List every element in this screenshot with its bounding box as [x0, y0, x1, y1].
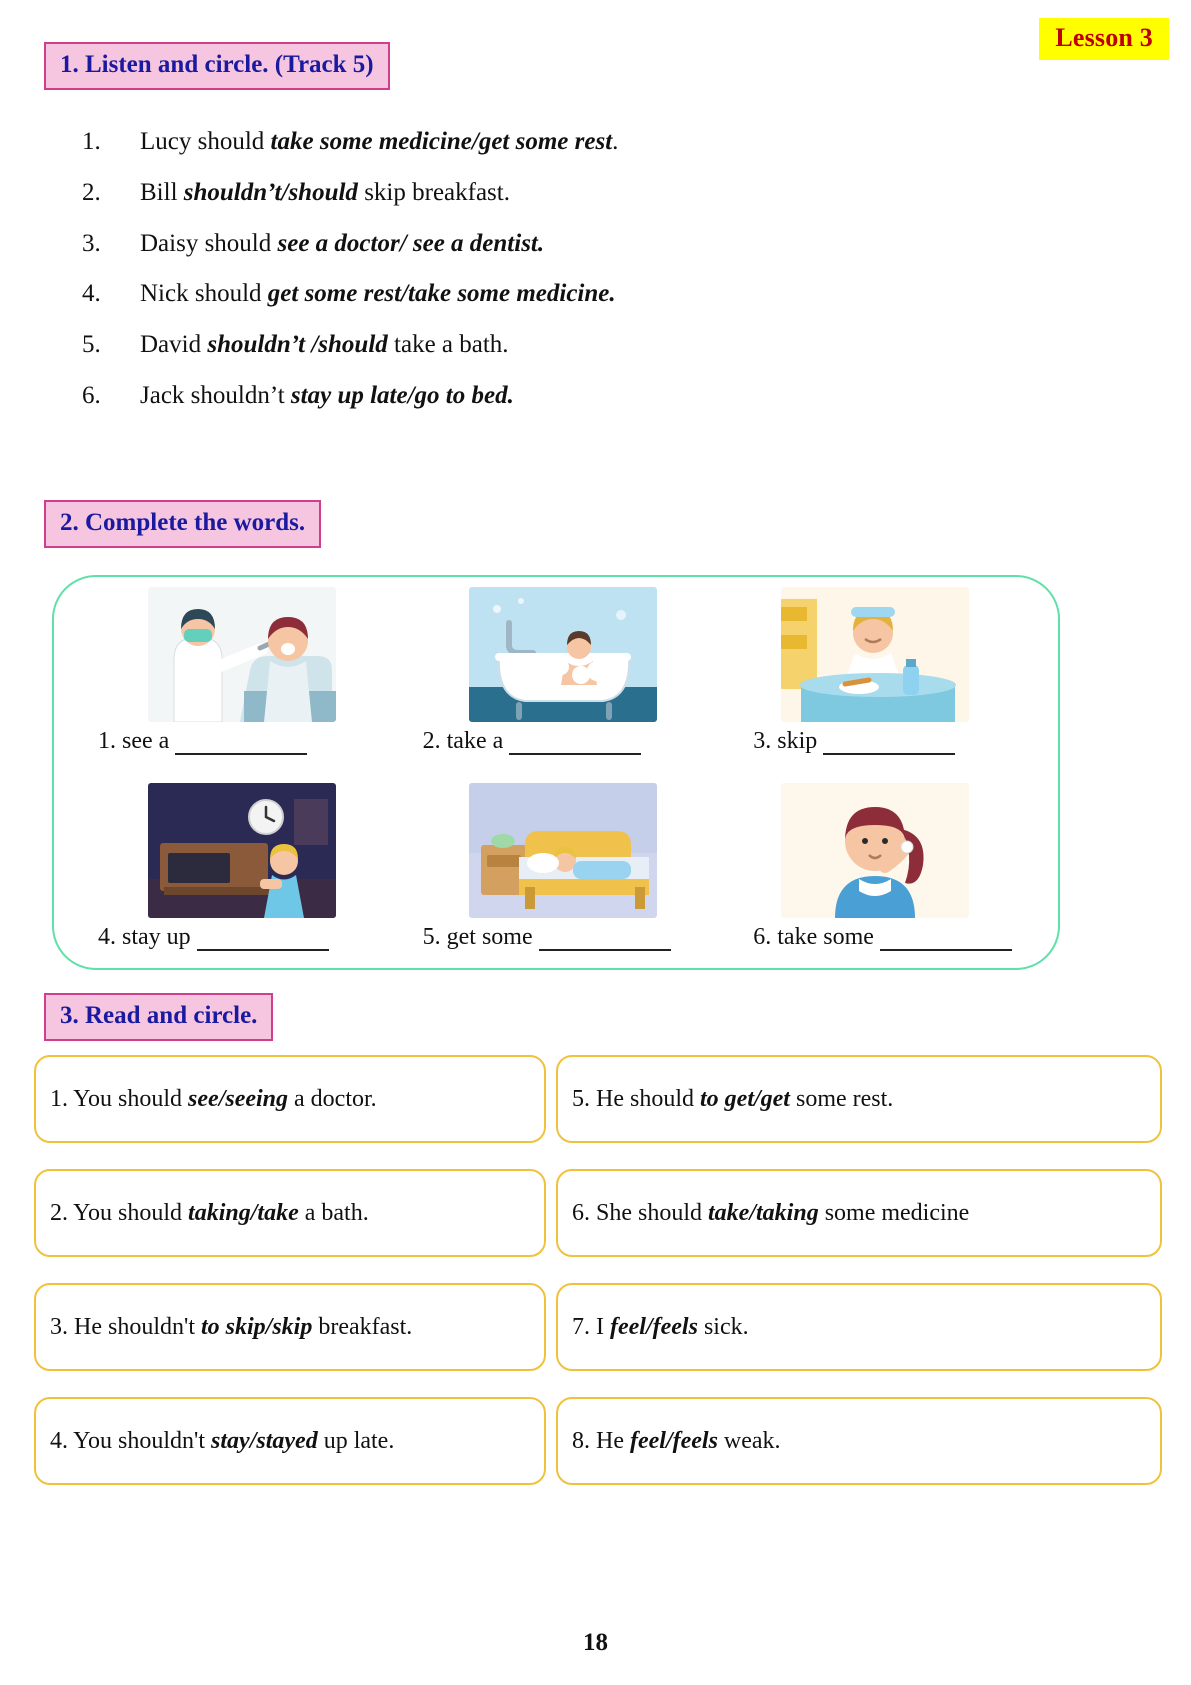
item-text-pre: 7. I [572, 1313, 610, 1340]
item-text-post: take a bath. [387, 331, 509, 358]
exercise-3-item[interactable] [34, 1283, 546, 1371]
item-text-post: skip breakfast. [357, 178, 510, 206]
item-text-post: some medicine [818, 1199, 970, 1226]
item-choice: feel/feels [629, 1427, 718, 1454]
item-choice: stay/stayed [211, 1427, 318, 1454]
exercise-2-item [72, 587, 395, 783]
item-text-post: a doctor. [288, 1085, 377, 1112]
list-item [82, 230, 1022, 259]
item-text [140, 331, 1022, 360]
item-text-pre: Jack shouldn’t [140, 381, 291, 409]
exercise-3-item[interactable] [34, 1055, 546, 1143]
item-number: 6. [82, 381, 101, 409]
item-text-pre: 1. You should [50, 1085, 189, 1112]
item-text [140, 179, 1022, 208]
list-item [82, 128, 1022, 157]
item-text [50, 1314, 412, 1341]
answer-blank[interactable] [175, 735, 307, 755]
item-choice: take/taking [708, 1199, 819, 1226]
item-text [572, 1428, 781, 1455]
exercise-3-right-column [556, 1055, 1162, 1511]
item-text-pre: 2. You should [50, 1199, 189, 1226]
answer-blank[interactable] [509, 735, 641, 755]
item-text-post: sick. [697, 1313, 749, 1340]
item-choice: taking/take [188, 1199, 299, 1226]
item-number: 5. [82, 331, 101, 358]
caption-text: 2. take a [422, 728, 504, 754]
item-choice: feel/feels [610, 1313, 698, 1340]
item-text-post: breakfast. [312, 1313, 413, 1340]
list-item [82, 179, 1022, 208]
lesson-badge: Lesson 3 [1039, 18, 1169, 60]
item-number: 4. [82, 280, 101, 308]
item-choice: stay up late/go to bed. [290, 381, 514, 409]
exercise-2-caption [717, 924, 1040, 951]
exercise-2-caption [72, 728, 395, 755]
item-choice: see a doctor/ see a dentist. [277, 229, 545, 257]
item-number: 1. [82, 128, 101, 155]
item-text-pre: 8. He [572, 1427, 630, 1454]
exercise-3-heading: 3. Read and circle. [44, 993, 273, 1041]
item-choice: shouldn’t/should [183, 178, 358, 206]
list-item [82, 280, 1022, 309]
caption-text: 6. take some [753, 924, 874, 950]
item-text-post: a bath. [298, 1199, 369, 1226]
item-text-pre: 3. He shouldn't [50, 1313, 201, 1340]
item-text-post: up late. [317, 1427, 395, 1454]
stay-up-late-picture [148, 783, 336, 918]
exercise-2-row [72, 783, 1040, 979]
item-text [50, 1428, 394, 1455]
sleeping-rest-picture [469, 783, 657, 918]
exercise-3-item[interactable] [34, 1169, 546, 1257]
list-item [82, 382, 1022, 411]
caption-text: 4. stay up [98, 924, 191, 950]
exercise-3-item[interactable] [556, 1169, 1162, 1257]
list-item [82, 331, 1022, 360]
answer-blank[interactable] [880, 931, 1012, 951]
item-text-pre: 4. You shouldn't [50, 1427, 212, 1454]
item-text [140, 128, 1022, 157]
item-text [572, 1200, 969, 1227]
item-text [140, 280, 1022, 309]
exercise-2-item [717, 783, 1040, 979]
item-text-post: some rest. [789, 1085, 894, 1112]
medicine-picture [781, 783, 969, 918]
item-choice: to get/get [700, 1085, 790, 1112]
exercise-2-caption [717, 728, 1040, 755]
item-text [50, 1086, 377, 1113]
exercise-1-list [82, 128, 1022, 433]
exercise-3-item[interactable] [556, 1397, 1162, 1485]
item-text [140, 230, 1022, 259]
item-text-pre: 5. He should [572, 1085, 700, 1112]
item-text-pre: Lucy should [140, 128, 271, 155]
item-text-pre: Daisy should [140, 229, 278, 257]
exercise-3-left-column [34, 1055, 546, 1511]
item-number: 3. [82, 229, 101, 257]
caption-text: 5. get some [422, 924, 533, 950]
exercise-3-item[interactable] [34, 1397, 546, 1485]
breakfast-picture [781, 587, 969, 722]
exercise-3-item[interactable] [556, 1283, 1162, 1371]
answer-blank[interactable] [197, 931, 329, 951]
answer-blank[interactable] [539, 931, 671, 951]
dentist-picture [148, 587, 336, 722]
item-choice: to skip/skip [200, 1313, 313, 1340]
item-text-post: . [612, 128, 619, 155]
item-text-pre: Nick should [140, 280, 268, 308]
item-number: 2. [82, 178, 101, 206]
exercise-2-heading: 2. Complete the words. [44, 500, 321, 548]
exercise-2-caption [72, 924, 395, 951]
item-choice: see/seeing [188, 1085, 289, 1112]
exercise-1-heading: 1. Listen and circle. (Track 5) [44, 42, 390, 90]
answer-blank[interactable] [823, 735, 955, 755]
item-choice: get some rest/take some medicine. [267, 280, 616, 308]
item-choice: shouldn’t /should [207, 331, 388, 358]
exercise-2-item [717, 587, 1040, 783]
caption-text: 1. see a [98, 728, 170, 754]
exercise-2-row [72, 587, 1040, 783]
item-text [50, 1200, 369, 1227]
item-text [572, 1314, 749, 1341]
exercise-2-grid [52, 575, 1060, 970]
item-text-pre: 6. She should [572, 1199, 709, 1226]
item-text [572, 1086, 893, 1113]
exercise-2-item [395, 587, 718, 783]
item-choice: take some medicine/get some rest [270, 128, 613, 155]
page-number: 18 [583, 1629, 608, 1656]
item-text-pre: David [140, 331, 208, 358]
item-text [140, 382, 1022, 411]
exercise-2-item [395, 783, 718, 979]
bath-picture [469, 587, 657, 722]
exercise-2-caption [395, 728, 718, 755]
item-text-post: weak. [717, 1427, 781, 1454]
item-text-pre: Bill [140, 178, 184, 206]
caption-text: 3. skip [753, 728, 818, 754]
exercise-2-item [72, 783, 395, 979]
exercise-2-caption [395, 924, 718, 951]
exercise-3-item[interactable] [556, 1055, 1162, 1143]
